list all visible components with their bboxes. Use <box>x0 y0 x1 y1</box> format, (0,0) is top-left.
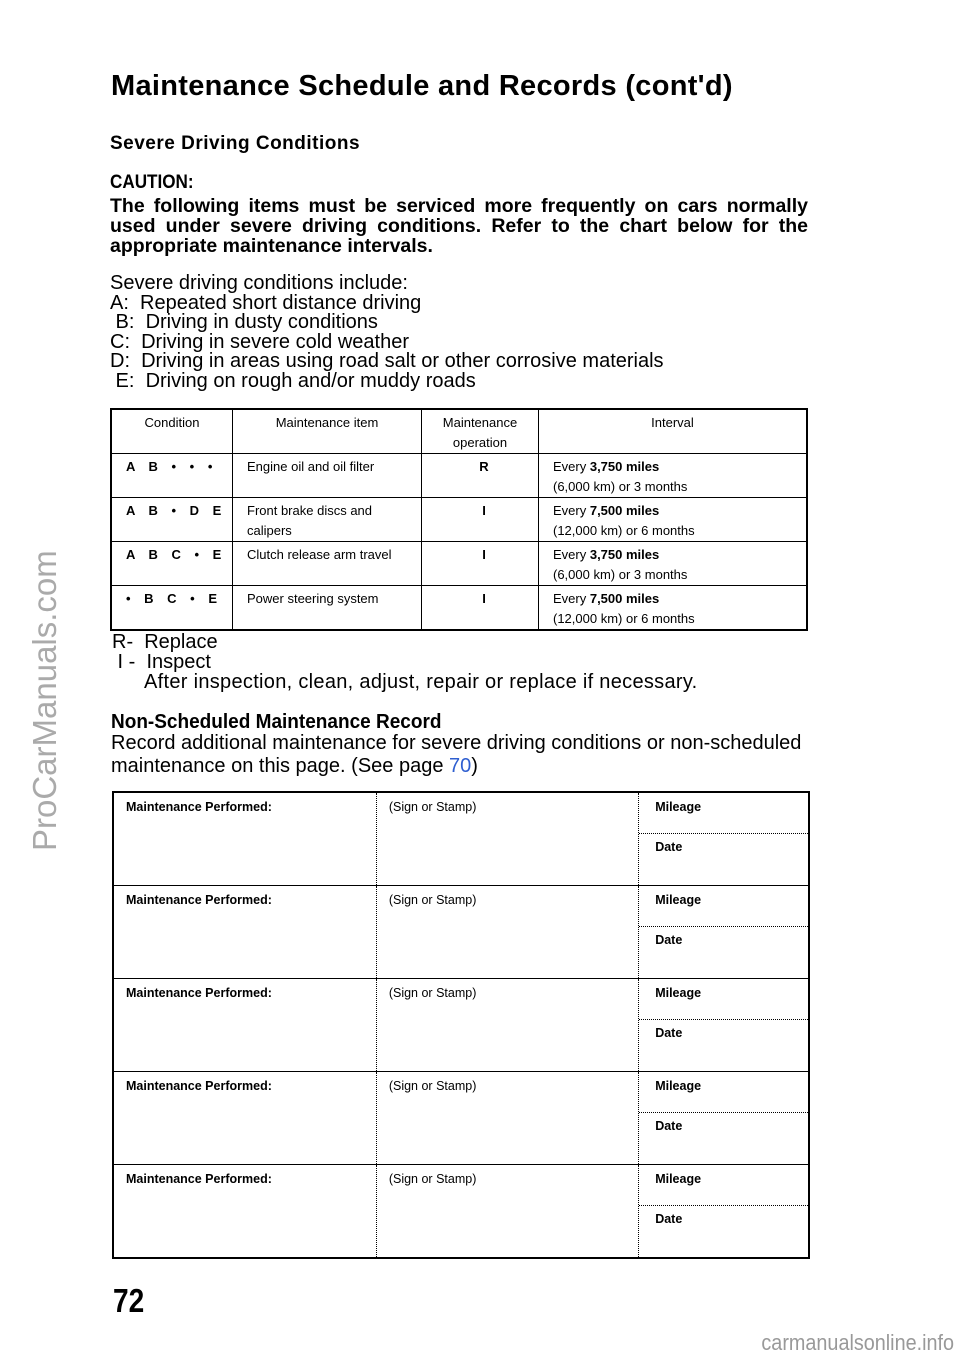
legend-note: After inspection, clean, adjust, repair or replace if necessary. <box>144 671 698 693</box>
interval-miles: 3,750 miles <box>589 459 660 474</box>
sign-or-stamp-field[interactable] <box>376 1072 638 1165</box>
non-scheduled-heading: Non-Scheduled Maintenance Record <box>111 711 442 733</box>
mileage-field[interactable] <box>639 793 808 834</box>
footer-site: carmanualsonline.info <box>761 1330 954 1355</box>
header-maintenance-item: Maintenance item <box>233 409 422 454</box>
conditions-list <box>110 274 664 392</box>
date-label: Date <box>655 1119 683 1133</box>
date-field[interactable] <box>639 1206 808 1226</box>
record-row <box>113 792 809 886</box>
mileage-date-cell <box>639 1072 809 1165</box>
page-title: Maintenance Schedule and Records (cont'd) <box>111 70 733 102</box>
interval-km: (6,000 km) or 3 months <box>553 479 688 494</box>
maintenance-performed-field[interactable] <box>113 1072 376 1165</box>
condition-item: D: Driving in areas using road salt or other corrosive materials <box>110 350 664 373</box>
date-field[interactable] <box>639 1020 808 1040</box>
table-header-row <box>111 409 807 454</box>
maintenance-item-cell: Clutch release arm travel <box>233 542 422 586</box>
sign-or-stamp-label: (Sign or Stamp) <box>388 800 477 814</box>
date-label: Date <box>655 1212 683 1226</box>
date-field[interactable] <box>639 834 808 854</box>
header-maintenance-operation: Maintenance operation <box>422 409 539 454</box>
legend-replace: R- Replace <box>112 631 218 653</box>
interval-prefix: Every <box>553 547 590 562</box>
sign-or-stamp-label: (Sign or Stamp) <box>388 986 477 1000</box>
mileage-field[interactable] <box>639 1165 808 1206</box>
maintenance-performed-field[interactable] <box>113 979 376 1072</box>
interval-cell <box>539 542 808 586</box>
interval-km: (12,000 km) or 6 months <box>553 611 695 626</box>
operation-cell: I <box>422 498 539 542</box>
date-label: Date <box>655 1026 683 1040</box>
maintenance-performed-field[interactable] <box>113 1165 376 1259</box>
condition-item: C: Driving in severe cold weather <box>110 330 410 353</box>
date-label: Date <box>655 840 683 854</box>
mileage-label: Mileage <box>655 893 702 907</box>
non-scheduled-text <box>111 732 811 778</box>
maintenance-performed-label: Maintenance Performed: <box>126 893 272 907</box>
mileage-date-cell <box>639 792 809 886</box>
record-row <box>113 886 809 979</box>
sign-or-stamp-field[interactable] <box>376 979 638 1072</box>
mileage-field[interactable] <box>639 1072 808 1113</box>
caution-label: CAUTION: <box>110 172 194 193</box>
page-70-link[interactable]: 70 <box>449 755 472 777</box>
page-number: 72 <box>113 1282 145 1319</box>
maintenance-performed-field[interactable] <box>113 792 376 886</box>
interval-prefix: Every <box>553 591 590 606</box>
maintenance-item-cell: Power steering system <box>233 586 422 631</box>
operation-cell: I <box>422 586 539 631</box>
maintenance-item-cell: Front brake discs and calipers <box>233 498 422 542</box>
record-row <box>113 979 809 1072</box>
interval-km: (6,000 km) or 3 months <box>553 567 688 582</box>
caution-text: The following items must be serviced more frequently on cars normally used under severe driving conditions. Refer to the chart below for the appropriate maintenance intervals. <box>110 195 808 257</box>
condition-item: B: Driving in dusty conditions <box>110 311 378 334</box>
interval-cell <box>539 498 808 542</box>
table-row <box>111 498 807 542</box>
maintenance-performed-field[interactable] <box>113 886 376 979</box>
legend-inspect: I - Inspect <box>112 651 211 673</box>
condition-item: E: Driving on rough and/or muddy roads <box>110 369 476 392</box>
interval-miles: 7,500 miles <box>589 591 660 606</box>
non-scheduled-text-body: Record additional maintenance for severe driving conditions or non-scheduled maintenance on this page. (See page <box>111 732 802 777</box>
maintenance-performed-label: Maintenance Performed: <box>126 986 272 1000</box>
condition-cell: A B • D E <box>111 498 233 542</box>
date-label: Date <box>655 933 683 947</box>
maintenance-record-table <box>112 791 810 1259</box>
mileage-label: Mileage <box>655 800 702 814</box>
mileage-label: Mileage <box>655 986 702 1000</box>
condition-item: A: Repeated short distance driving <box>110 291 422 314</box>
date-field[interactable] <box>639 927 808 947</box>
non-scheduled-text-end: ) <box>471 755 478 777</box>
table-row <box>111 542 807 586</box>
interval-prefix: Every <box>553 459 590 474</box>
sign-or-stamp-field[interactable] <box>376 1165 638 1259</box>
maintenance-performed-label: Maintenance Performed: <box>126 1172 272 1186</box>
operation-cell: I <box>422 542 539 586</box>
conditions-intro: Severe driving conditions include: <box>110 272 408 294</box>
sign-or-stamp-label: (Sign or Stamp) <box>388 1079 477 1093</box>
mileage-field[interactable] <box>639 979 808 1020</box>
maintenance-performed-label: Maintenance Performed: <box>126 1079 272 1093</box>
mileage-field[interactable] <box>639 886 808 927</box>
mileage-date-cell <box>639 886 809 979</box>
interval-miles: 3,750 miles <box>589 547 660 562</box>
table-row <box>111 454 807 498</box>
interval-km: (12,000 km) or 6 months <box>553 523 695 538</box>
condition-cell: • B C • E <box>111 586 233 631</box>
mileage-label: Mileage <box>655 1172 702 1186</box>
sign-or-stamp-field[interactable] <box>376 792 638 886</box>
watermark: ProCarManuals.com <box>26 550 63 851</box>
severe-schedule-table <box>110 408 808 631</box>
mileage-label: Mileage <box>655 1079 702 1093</box>
header-interval: Interval <box>539 409 808 454</box>
sign-or-stamp-field[interactable] <box>376 886 638 979</box>
operation-cell: R <box>422 454 539 498</box>
mileage-date-cell <box>639 1165 809 1259</box>
date-field[interactable] <box>639 1113 808 1133</box>
condition-cell: A B C • E <box>111 542 233 586</box>
section-subtitle: Severe Driving Conditions <box>110 133 361 154</box>
record-row <box>113 1072 809 1165</box>
sign-or-stamp-label: (Sign or Stamp) <box>388 1172 477 1186</box>
interval-prefix: Every <box>553 503 590 518</box>
maintenance-performed-label: Maintenance Performed: <box>126 800 272 814</box>
interval-cell <box>539 586 808 631</box>
condition-cell: A B • • • <box>111 454 233 498</box>
record-row <box>113 1165 809 1259</box>
maintenance-item-cell: Engine oil and oil filter <box>233 454 422 498</box>
mileage-date-cell <box>639 979 809 1072</box>
interval-cell <box>539 454 808 498</box>
sign-or-stamp-label: (Sign or Stamp) <box>388 893 477 907</box>
table-row <box>111 586 807 631</box>
header-condition: Condition <box>111 409 233 454</box>
legend <box>112 632 698 692</box>
interval-miles: 7,500 miles <box>589 503 660 518</box>
